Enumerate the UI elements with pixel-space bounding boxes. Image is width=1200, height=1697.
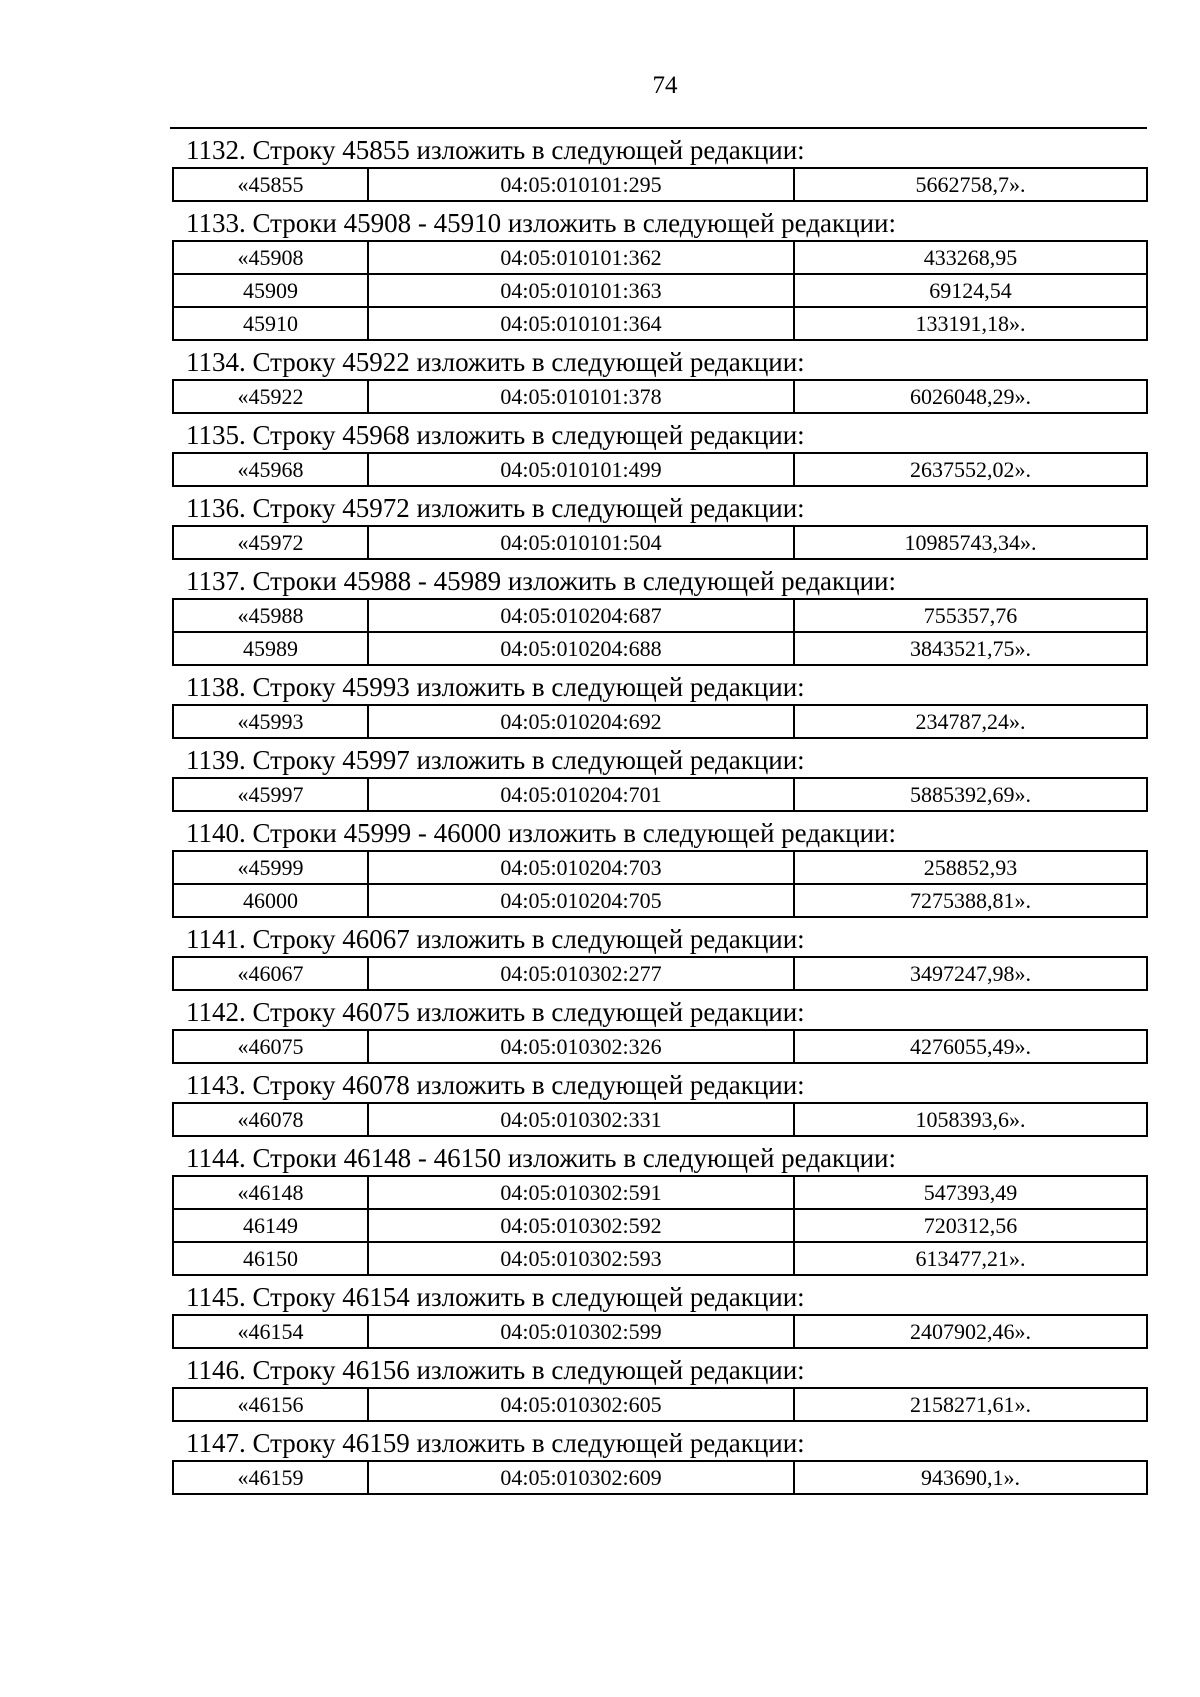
row-number-cell: «45855 xyxy=(173,168,368,201)
amendment-section xyxy=(172,1426,1146,1495)
amendment-heading: 1137. Строки 45988 - 45989 изложить в следующей редакции: xyxy=(186,566,897,596)
amendment-section xyxy=(172,995,1146,1064)
table-row xyxy=(173,1030,1147,1063)
cadastral-number-cell: 04:05:010302:331 xyxy=(368,1103,794,1136)
amendment-table xyxy=(172,777,1148,812)
value-cell: 720312,56 xyxy=(794,1209,1147,1242)
value-cell: 6026048,29». xyxy=(794,380,1147,413)
amendment-section xyxy=(172,1068,1146,1137)
amendment-table xyxy=(172,525,1148,560)
amendment-section xyxy=(172,1353,1146,1422)
amendment-table xyxy=(172,956,1148,991)
row-number-cell: «45993 xyxy=(173,705,368,738)
value-cell: 4276055,49». xyxy=(794,1030,1147,1063)
table-row xyxy=(173,778,1147,811)
cadastral-number-cell: 04:05:010101:364 xyxy=(368,307,794,340)
amendment-section xyxy=(172,345,1146,414)
table-row xyxy=(173,1315,1147,1348)
amendment-heading: 1147. Строку 46159 изложить в следующей редакции: xyxy=(186,1428,805,1458)
amendment-heading: 1140. Строки 45999 - 46000 изложить в следующей редакции: xyxy=(186,818,897,848)
header-rule xyxy=(170,127,1147,129)
amendment-table xyxy=(172,598,1148,666)
amendment-heading: 1136. Строку 45972 изложить в следующей редакции: xyxy=(186,493,805,523)
amendment-heading: 1144. Строки 46148 - 46150 изложить в следующей редакции: xyxy=(186,1143,897,1173)
value-cell: 10985743,34». xyxy=(794,526,1147,559)
row-number-cell: «46067 xyxy=(173,957,368,990)
document-body xyxy=(172,133,1146,1499)
value-cell: 2158271,61». xyxy=(794,1388,1147,1421)
table-row xyxy=(173,957,1147,990)
amendment-table xyxy=(172,704,1148,739)
row-number-cell: «45922 xyxy=(173,380,368,413)
row-number-cell: 46000 xyxy=(173,884,368,917)
cadastral-number-cell: 04:05:010302:605 xyxy=(368,1388,794,1421)
row-number-cell: 46149 xyxy=(173,1209,368,1242)
table-row xyxy=(173,1176,1147,1209)
amendment-table xyxy=(172,1387,1148,1422)
amendment-heading: 1133. Строки 45908 - 45910 изложить в следующей редакции: xyxy=(186,208,897,238)
cadastral-number-cell: 04:05:010101:378 xyxy=(368,380,794,413)
value-cell: 2407902,46». xyxy=(794,1315,1147,1348)
amendment-section xyxy=(172,418,1146,487)
value-cell: 5885392,69». xyxy=(794,778,1147,811)
value-cell: 2637552,02». xyxy=(794,453,1147,486)
value-cell: 69124,54 xyxy=(794,274,1147,307)
table-row xyxy=(173,599,1147,632)
table-row xyxy=(173,1242,1147,1275)
value-cell: 234787,24». xyxy=(794,705,1147,738)
amendment-heading: 1141. Строку 46067 изложить в следующей редакции: xyxy=(186,924,805,954)
cadastral-number-cell: 04:05:010204:688 xyxy=(368,632,794,665)
value-cell: 433268,95 xyxy=(794,241,1147,274)
amendment-section xyxy=(172,1280,1146,1349)
table-row xyxy=(173,632,1147,665)
amendment-heading: 1143. Строку 46078 изложить в следующей редакции: xyxy=(186,1070,805,1100)
value-cell: 3497247,98». xyxy=(794,957,1147,990)
value-cell: 943690,1». xyxy=(794,1461,1147,1494)
value-cell: 133191,18». xyxy=(794,307,1147,340)
amendment-table xyxy=(172,1102,1148,1137)
amendment-section xyxy=(172,491,1146,560)
cadastral-number-cell: 04:05:010204:705 xyxy=(368,884,794,917)
amendment-section xyxy=(172,816,1146,918)
value-cell: 5662758,7». xyxy=(794,168,1147,201)
value-cell: 7275388,81». xyxy=(794,884,1147,917)
table-row xyxy=(173,380,1147,413)
table-row xyxy=(173,1388,1147,1421)
row-number-cell: 45909 xyxy=(173,274,368,307)
value-cell: 755357,76 xyxy=(794,599,1147,632)
cadastral-number-cell: 04:05:010204:701 xyxy=(368,778,794,811)
amendment-heading: 1142. Строку 46075 изложить в следующей редакции: xyxy=(186,997,805,1027)
value-cell: 258852,93 xyxy=(794,851,1147,884)
amendment-heading: 1135. Строку 45968 изложить в следующей редакции: xyxy=(186,420,805,450)
cadastral-number-cell: 04:05:010302:599 xyxy=(368,1315,794,1348)
cadastral-number-cell: 04:05:010101:295 xyxy=(368,168,794,201)
amendment-heading: 1146. Строку 46156 изложить в следующей редакции: xyxy=(186,1355,805,1385)
table-row xyxy=(173,1209,1147,1242)
amendment-section xyxy=(172,922,1146,991)
amendment-table xyxy=(172,1460,1148,1495)
value-cell: 547393,49 xyxy=(794,1176,1147,1209)
table-row xyxy=(173,307,1147,340)
table-row xyxy=(173,241,1147,274)
amendment-section xyxy=(172,743,1146,812)
amendment-heading: 1145. Строку 46154 изложить в следующей редакции: xyxy=(186,1282,805,1312)
table-row xyxy=(173,168,1147,201)
amendment-heading: 1132. Строку 45855 изложить в следующей редакции: xyxy=(186,135,805,165)
row-number-cell: «46159 xyxy=(173,1461,368,1494)
cadastral-number-cell: 04:05:010101:504 xyxy=(368,526,794,559)
cadastral-number-cell: 04:05:010302:277 xyxy=(368,957,794,990)
table-row xyxy=(173,884,1147,917)
amendment-heading: 1134. Строку 45922 изложить в следующей редакции: xyxy=(186,347,805,377)
page-number: 74 xyxy=(652,72,678,99)
value-cell: 613477,21». xyxy=(794,1242,1147,1275)
cadastral-number-cell: 04:05:010302:609 xyxy=(368,1461,794,1494)
amendment-section xyxy=(172,206,1146,341)
value-cell: 1058393,6». xyxy=(794,1103,1147,1136)
cadastral-number-cell: 04:05:010302:593 xyxy=(368,1242,794,1275)
cadastral-number-cell: 04:05:010101:363 xyxy=(368,274,794,307)
cadastral-number-cell: 04:05:010101:362 xyxy=(368,241,794,274)
cadastral-number-cell: 04:05:010302:326 xyxy=(368,1030,794,1063)
table-row xyxy=(173,526,1147,559)
row-number-cell: «46148 xyxy=(173,1176,368,1209)
row-number-cell: 45989 xyxy=(173,632,368,665)
table-row xyxy=(173,274,1147,307)
amendment-table xyxy=(172,850,1148,918)
amendment-heading: 1138. Строку 45993 изложить в следующей редакции: xyxy=(186,672,805,702)
amendment-table xyxy=(172,1029,1148,1064)
amendment-section xyxy=(172,670,1146,739)
table-row xyxy=(173,1103,1147,1136)
amendment-table xyxy=(172,1314,1148,1349)
cadastral-number-cell: 04:05:010302:592 xyxy=(368,1209,794,1242)
table-row xyxy=(173,851,1147,884)
row-number-cell: 45910 xyxy=(173,307,368,340)
amendment-heading: 1139. Строку 45997 изложить в следующей редакции: xyxy=(186,745,805,775)
cadastral-number-cell: 04:05:010204:687 xyxy=(368,599,794,632)
row-number-cell: «46075 xyxy=(173,1030,368,1063)
table-row xyxy=(173,453,1147,486)
cadastral-number-cell: 04:05:010302:591 xyxy=(368,1176,794,1209)
amendment-table xyxy=(172,1175,1148,1276)
amendment-section xyxy=(172,1141,1146,1276)
cadastral-number-cell: 04:05:010204:692 xyxy=(368,705,794,738)
row-number-cell: «45968 xyxy=(173,453,368,486)
cadastral-number-cell: 04:05:010101:499 xyxy=(368,453,794,486)
table-row xyxy=(173,1461,1147,1494)
row-number-cell: «46156 xyxy=(173,1388,368,1421)
row-number-cell: «46154 xyxy=(173,1315,368,1348)
row-number-cell: «45988 xyxy=(173,599,368,632)
amendment-table xyxy=(172,452,1148,487)
cadastral-number-cell: 04:05:010204:703 xyxy=(368,851,794,884)
amendment-section xyxy=(172,564,1146,666)
row-number-cell: «45999 xyxy=(173,851,368,884)
row-number-cell: «45908 xyxy=(173,241,368,274)
amendment-table xyxy=(172,379,1148,414)
amendment-table xyxy=(172,167,1148,202)
row-number-cell: «46078 xyxy=(173,1103,368,1136)
value-cell: 3843521,75». xyxy=(794,632,1147,665)
amendment-section xyxy=(172,133,1146,202)
table-row xyxy=(173,705,1147,738)
row-number-cell: «45997 xyxy=(173,778,368,811)
row-number-cell: 46150 xyxy=(173,1242,368,1275)
amendment-table xyxy=(172,240,1148,341)
row-number-cell: «45972 xyxy=(173,526,368,559)
